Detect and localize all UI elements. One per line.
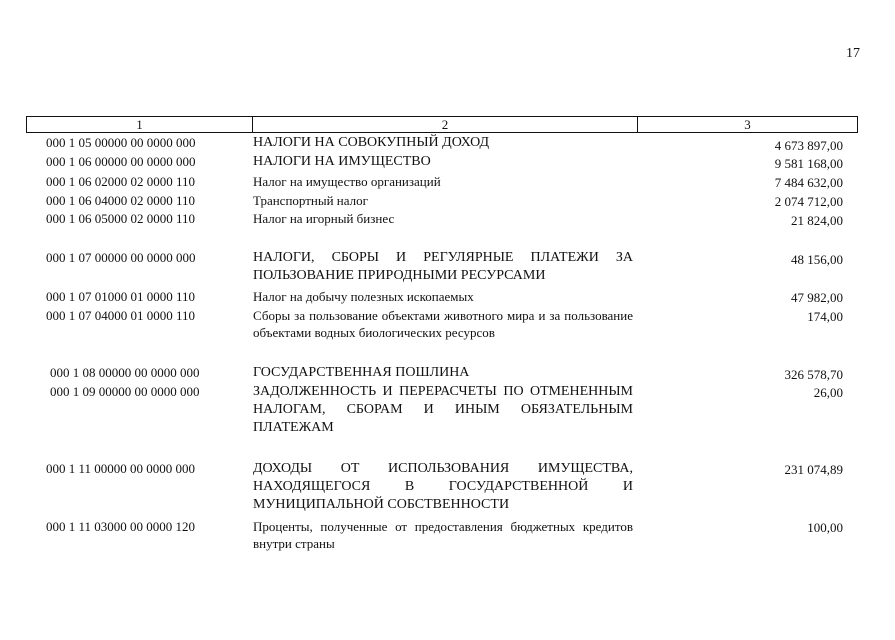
row-amount: 2 074 712,00 (774, 194, 843, 209)
row-amount: 4 673 897,00 (774, 138, 843, 153)
row-code: 000 1 06 04000 02 0000 110 (46, 193, 196, 208)
row-code: 000 1 09 00000 00 0000 000 (50, 384, 200, 399)
row-name: НАЛОГИ НА ИМУЩЕСТВО (253, 154, 431, 169)
header-col-1: 1 (27, 117, 253, 132)
row-code: 000 1 07 00000 00 0000 000 (46, 250, 196, 265)
row-code: 000 1 06 02000 02 0000 110 (46, 174, 196, 189)
row-code: 000 1 11 03000 00 0000 120 (46, 519, 196, 534)
row-name: Налог на имущество организаций (253, 174, 441, 189)
row-name: НАЛОГИ НА СОВОКУПНЫЙ ДОХОД (253, 135, 490, 150)
row-name: ГОСУДАРСТВЕННАЯ ПОШЛИНА (253, 365, 470, 380)
row-name: Сборы за пользование объектами животного мира и за пользование объектами водных биологических ресурсов (253, 308, 633, 340)
row-name: Налог на игорный бизнес (253, 211, 395, 226)
row-amount: 48 156,00 (791, 252, 843, 267)
row-amount: 21 824,00 (791, 213, 843, 228)
row-name: Налог на добычу полезных ископаемых (253, 289, 474, 304)
row-code: 000 1 06 00000 00 0000 000 (46, 154, 196, 169)
row-name: Транспортный налог (253, 193, 368, 208)
row-name: Проценты, полученные от предоставления бюджетных кредитов внутри страны (253, 519, 633, 551)
row-code: 000 1 05 00000 00 0000 000 (46, 135, 196, 150)
row-amount: 326 578,70 (784, 367, 843, 382)
row-amount: 100,00 (807, 520, 843, 535)
row-code: 000 1 07 01000 01 0000 110 (46, 289, 196, 304)
row-name: ДОХОДЫ ОТ ИСПОЛЬЗОВАНИЯ ИМУЩЕСТВА, НАХОДЯЩЕГОСЯ В ГОСУДАРСТВЕННОЙ И МУНИЦИПАЛЬНОЙ СОБСТВЕННОСТИ (253, 461, 633, 512)
row-name: ЗАДОЛЖЕННОСТЬ И ПЕРЕРАСЧЕТЫ ПО ОТМЕНЕННЫМ НАЛОГАМ, СБОРАМ И ИНЫМ ОБЯЗАТЕЛЬНЫМ ПЛАТЕЖАМ (253, 384, 633, 435)
row-code: 000 1 11 00000 00 0000 000 (46, 461, 196, 476)
row-amount: 231 074,89 (784, 462, 843, 477)
row-amount: 47 982,00 (791, 290, 843, 305)
row-name: НАЛОГИ, СБОРЫ И РЕГУЛЯРНЫЕ ПЛАТЕЖИ ЗА ПОЛЬЗОВАНИЕ ПРИРОДНЫМИ РЕСУРСАМИ (253, 250, 633, 283)
row-code: 000 1 06 05000 02 0000 110 (46, 211, 196, 226)
table-header (26, 116, 858, 133)
row-amount: 174,00 (807, 309, 843, 324)
row-amount: 7 484 632,00 (774, 175, 843, 190)
header-col-2: 2 (253, 117, 638, 132)
page-number: 17 (846, 46, 860, 61)
row-amount: 26,00 (813, 385, 843, 400)
header-col-3: 3 (744, 117, 751, 132)
row-code: 000 1 07 04000 01 0000 110 (46, 308, 196, 323)
row-amount: 9 581 168,00 (774, 156, 843, 171)
row-code: 000 1 08 00000 00 0000 000 (50, 365, 200, 380)
